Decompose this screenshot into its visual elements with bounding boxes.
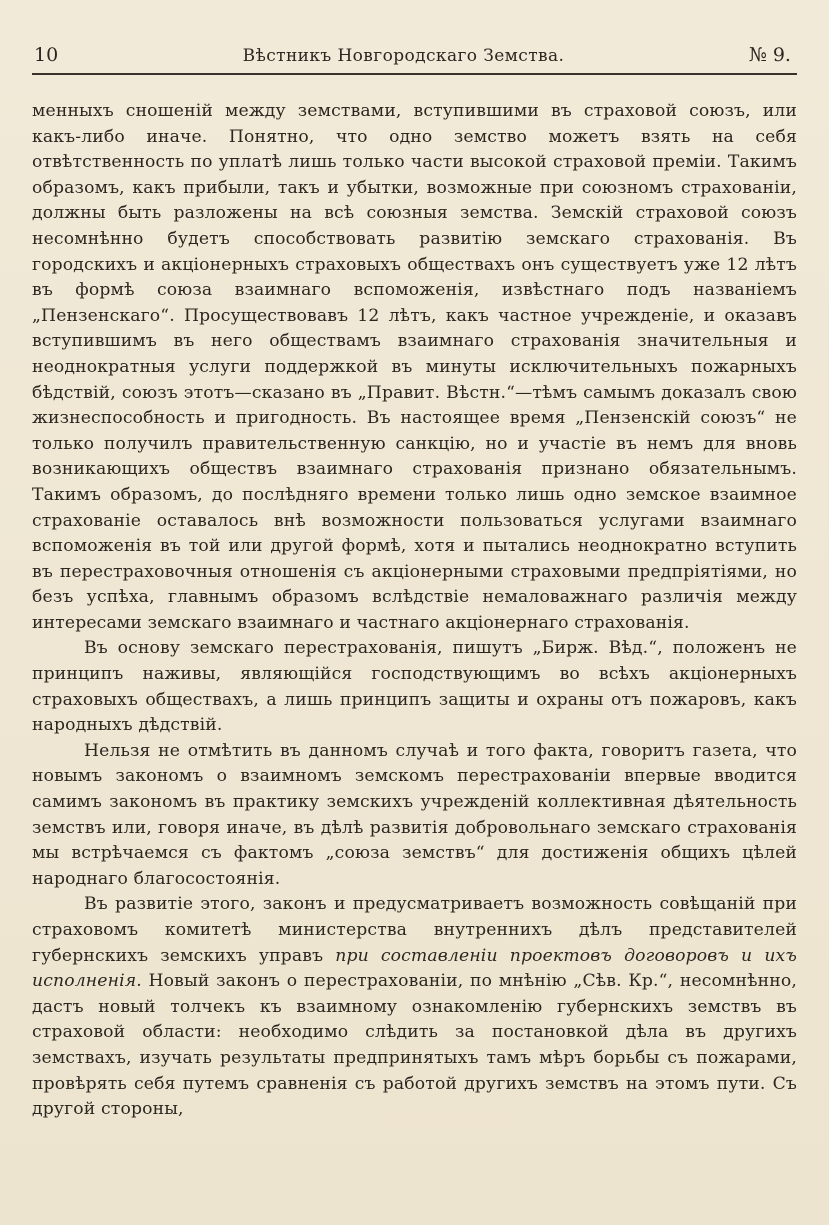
page-header (32, 44, 797, 75)
paragraph-4 (32, 892, 797, 1122)
journal-title: Вѣстникъ Новгородскаго Земства. (242, 46, 565, 66)
paragraph-4-end: Новый законъ о перестрахованіи, по мнѣнію „Сѣв. Кр.“, несомнѣнно, дастъ новый толчекъ къ взаимному ознакомленію губернскихъ земствъ въ страховой области: необходимо слѣдить за постановкой дѣла въ другихъ земствахъ, изучать результаты предпринятыхъ тамъ мѣръ борьбы съ пожарами, провѣрять себя путемъ сравненія съ работой другихъ земствъ на этомъ пути. Съ другой стороны, (32, 971, 797, 1120)
paragraph-4-start: Въ развитіе этого, законъ и предусматриваетъ возможность совѣщаній при страховомъ комитетѣ министерства внутреннихъ дѣлъ представителей губернскихъ земскихъ управъ (32, 894, 797, 966)
paragraph-1: менныхъ сношеній между земствами, вступившими въ страховой союзъ, или какъ-либо иначе. Понятно, что одно земство можетъ взять на себя отвѣтственность по уплатѣ лишь только части высокой страховой преміи. Такимъ образомъ, какъ прибыли, такъ и убытки, возможные при союзномъ страхованіи, должны быть разложены на всѣ союзныя земства. Земскій страховой союзъ несомнѣнно будетъ способствовать развитію земскаго страхованія. Въ городскихъ и акціонерныхъ страховыхъ обществахъ онъ существуетъ уже 12 лѣтъ въ формѣ союза взаимнаго вспоможенія, извѣстнаго подъ названіемъ „Пензенскаго“. Просуществовавъ 12 лѣтъ, какъ частное учрежденіе, и оказавъ вступившимъ въ него обществамъ взаимнаго страхованія значительныя и неоднократныя услуги поддержкой въ минуты исключительныхъ пожарныхъ бѣдствій, союзъ этотъ—сказано въ „Правит. Вѣстн.“—тѣмъ самымъ доказалъ свою жизнеспособность и пригодность. Въ настоящее время „Пензенскій союзъ“ не только получилъ правительственную санкцію, но и участіе въ немъ для вновь возникающихъ обществъ взаимнаго страхованія признано обязательнымъ. Такимъ образомъ, до послѣдняго времени только лишь одно земское взаимное страхованіе оставалось внѣ возможности пользоваться услугами взаимнаго вспоможенія въ той или другой формѣ, хотя и пытались неоднократно вступить въ перестраховочныя отношенія съ акціонерными страховыми предпріятіями, но безъ успѣха, главнымъ образомъ вслѣдствіе немаловажнаго различія между интересами земскаго взаимнаго и частнаго акціонернаго страхованія. (32, 101, 797, 633)
paragraph-4-italic: при составленіи проектовъ договоровъ и ихъ исполненія. (32, 945, 797, 992)
article-body (32, 99, 797, 1123)
paragraph-3: Нельзя не отмѣтить въ данномъ случаѣ и того факта, говоритъ газета, что новымъ закономъ о взаимномъ земскомъ перестрахованіи впервые вводится самимъ закономъ въ практику земскихъ учрежденій коллективная дѣятельность земствъ или, говоря иначе, въ дѣлѣ развитія добровольнаго земскаго страхованія мы встрѣчаемся съ фактомъ „союза земствъ“ для достиженія общихъ цѣлей народнаго благосостоянія. (32, 740, 797, 889)
page-number: 10 (34, 44, 59, 66)
paragraph-2: Въ основу земскаго перестрахованія, пишутъ „Бирж. Вѣд.“, положенъ не принципъ наживы, являющійся господствующимъ во всѣхъ акціонерныхъ страховыхъ обществахъ, а лишь принципъ защиты и охраны отъ пожаровъ, какъ народныхъ дѣдствій. (32, 638, 797, 736)
issue-number: № 9. (748, 44, 791, 66)
